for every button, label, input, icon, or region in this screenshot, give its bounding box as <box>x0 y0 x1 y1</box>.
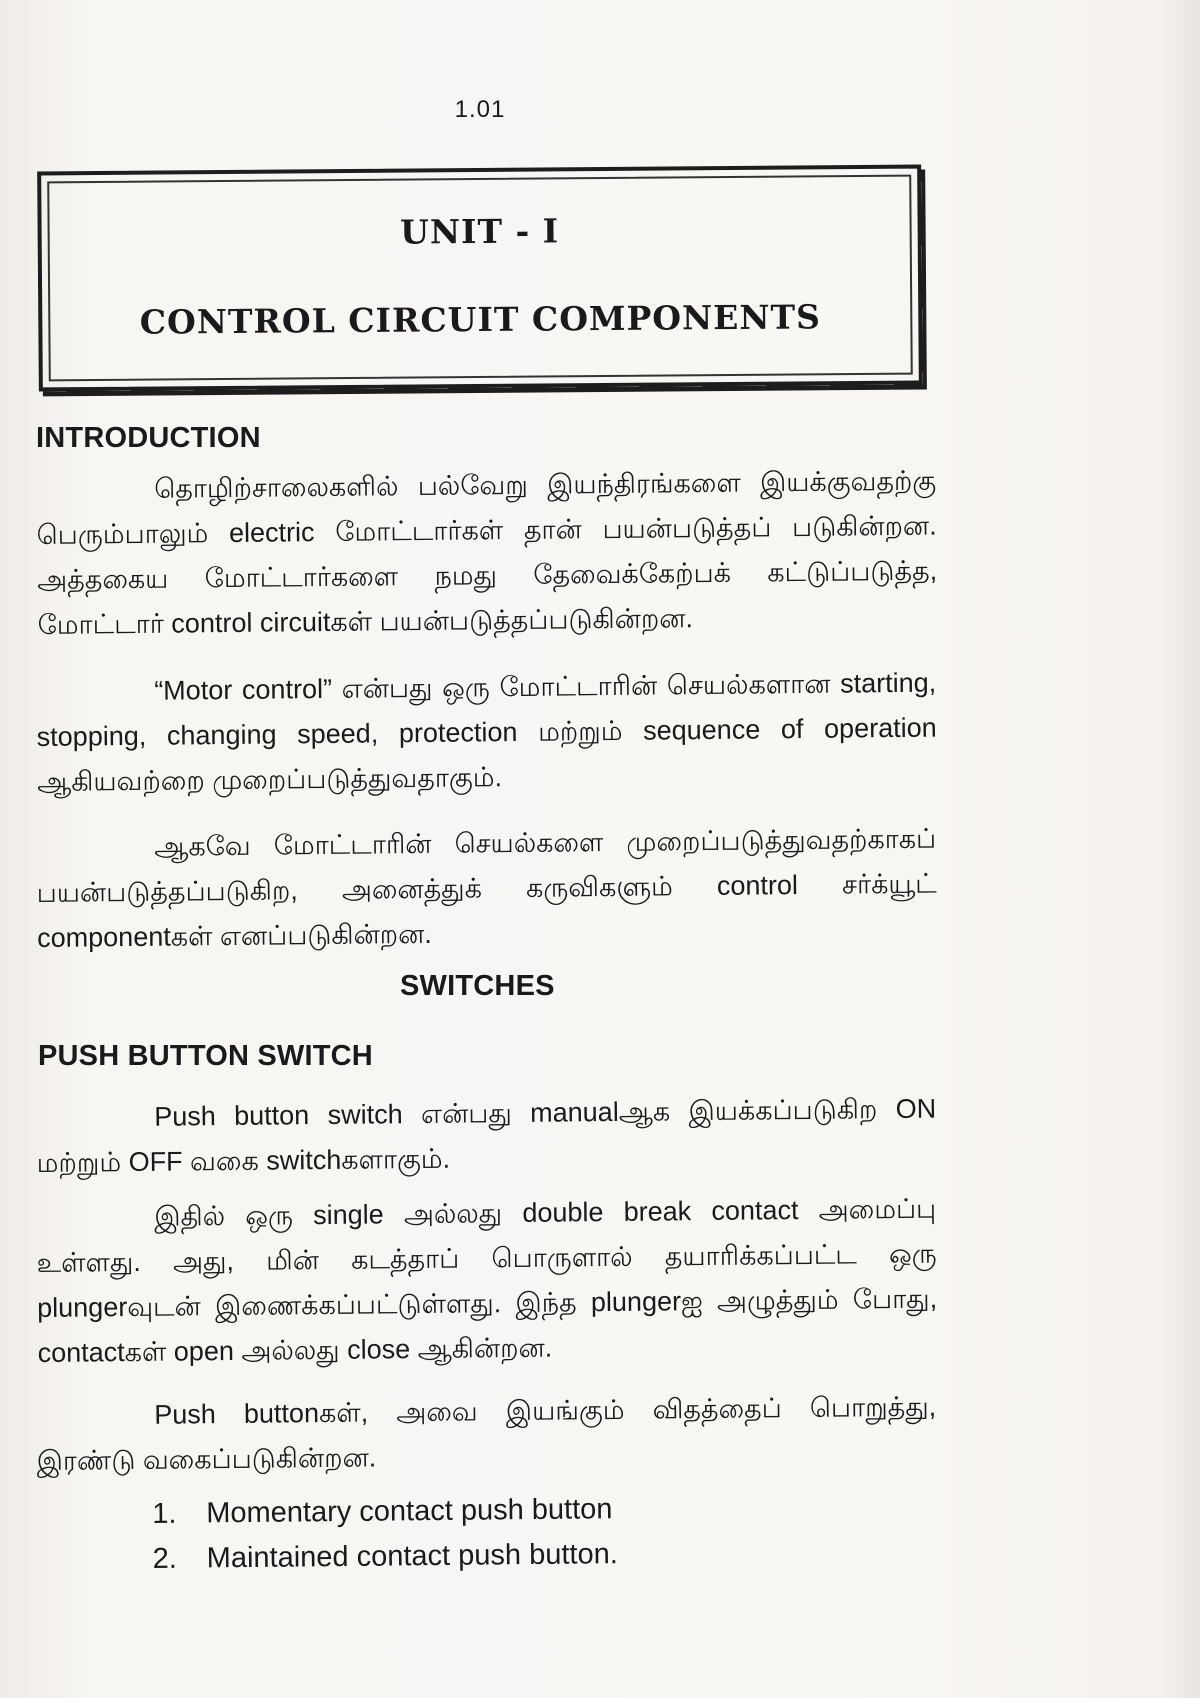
list-item-number: 2. <box>152 1542 178 1575</box>
list-item <box>152 1487 618 1537</box>
chapter-title: CONTROL CIRCUIT COMPONENTS <box>139 297 822 342</box>
list-item <box>152 1532 618 1582</box>
list-item-label: Maintained contact push button. <box>206 1538 618 1575</box>
title-box-inner-border <box>47 175 913 382</box>
unit-title-box <box>37 165 923 392</box>
intro-paragraph-1: தொழிற்சாலைகளில் பல்வேறு இயந்திரங்களை இயக்குவதற்கு பெரும்பாலும் electric மோட்டார்கள் தான் பயன்படுத்தப் படுகின்றன. அத்தகைய மோட்டார்களை நமது தேவைக்கேற்பக் கட்டுப்படுத்த, மோட்டார் control circuitகள் பயன்படுத்தப்படுகின்றன. <box>36 465 938 640</box>
push-button-paragraph-3: Push buttonகள், அவை இயங்கும் விதத்தைப் பொறுத்து, இரண்டு வகைப்படுகின்றன. <box>36 1391 937 1476</box>
switches-heading: SWITCHES <box>400 970 555 1002</box>
push-button-types-list <box>152 1487 618 1582</box>
unit-title: UNIT - I <box>399 211 560 252</box>
scan-shadow-edge <box>1160 0 1200 1698</box>
intro-paragraph-2: “Motor control” என்பது ஒரு மோட்டாரின் செயல்களான starting, stopping, changing speed, protection மற்றும் sequence of operation ஆகியவற்றை முறைப்படுத்துவதாகும். <box>36 667 937 797</box>
push-button-switch-heading: PUSH BUTTON SWITCH <box>38 1040 373 1072</box>
push-button-paragraph-1: Push button switch என்பது manualஆக இயக்கப்படுகிற ON மற்றும் OFF வகை switchகளாகும். <box>36 1093 937 1178</box>
list-item-label: Momentary contact push button <box>206 1493 613 1530</box>
list-item-number: 1. <box>152 1497 177 1530</box>
push-button-paragraph-2: இதில் ஒரு single அல்லது double break contact அமைப்பு உள்ளது. அது, மின் கடத்தாப் பொருளால் தயாரிக்கப்பட்ட ஒரு plungerவுடன் இணைக்கப்பட்டுள்ளது. இந்த plungerஐ அழுத்தும் போது, contactகள் open அல்லது close ஆகின்றன. <box>36 1193 938 1368</box>
page-number: 1.01 <box>454 96 506 123</box>
intro-paragraph-3: ஆகவே மோட்டாரின் செயல்களை முறைப்படுத்துவதற்காகப் பயன்படுத்தப்படுகிற, அனைத்துக் கருவிகளும் control சர்க்யூட் componentகள் எனப்படுகின்றன. <box>36 823 937 953</box>
introduction-heading: INTRODUCTION <box>36 422 261 454</box>
